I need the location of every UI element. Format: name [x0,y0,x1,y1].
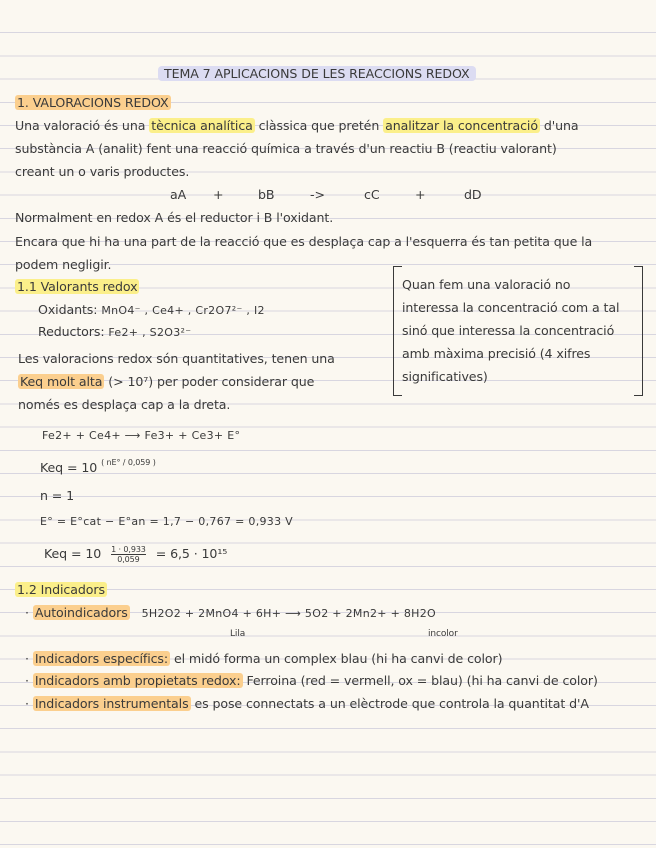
keq-formula: Keq = 10 $^{( nE^\circ / 0,059 )}$ [40,458,156,475]
quantitative-line-3: només es desplaça cap a la dreta. [18,397,231,412]
redox-reaction: Fe2+ + Ce4+ ⟶ Fe3+ + Ce3+ E° [42,429,241,442]
quantitative-line-2: Keq molt alta (> 10⁷) per poder considerar que [20,374,315,389]
note-line-3: sinó que interessa la concentració [402,323,615,338]
bullet-especifics: · Indicadors específics: el midó forma un complex blau (hi ha canvi de color) [25,651,503,666]
section-1-2-heading: 1.2 Indicadors [17,582,105,597]
keq-result: Keq = 10 $\frac{1 \cdot 0,933}{0,059}$ = 6,5 · 10¹⁵ [44,545,228,564]
paragraph-line-3: creant un o varis productes. [15,164,190,179]
note-line-4: amb màxima precisió (4 xifres [402,346,591,361]
bullet-dot: · [25,605,33,620]
e0-formula: E° = E°cat − E°an = 1,7 − 0,767 = 0,933 V [40,515,294,528]
paragraph-line-5: Encara que hi ha una part de la reacció que es desplaça cap a l'esquerra és tan petita que la [15,234,593,249]
n-value: n = 1 [40,488,75,503]
bullet-redox: · Indicadors amb propietats redox: Ferroina (red = vermell, ox = blau) (hi ha canvi de color) [25,673,598,688]
section-1-heading: 1. VALORACIONS REDOX [17,95,169,110]
left-bracket [393,266,402,396]
highlight-analitzar: analitzar la concentració [385,118,538,133]
note-line-2: interessa la concentració com a tal [402,300,620,315]
highlight-tecnica-analitica: tècnica analítica [151,118,253,133]
paragraph-line-1: Una valoració és una tècnica analítica clàssica que pretén analitzar la concentració d'una [15,118,579,133]
right-bracket [634,266,643,396]
reductors-line: Reductors: Fe2+ , S2O3²⁻ [38,324,192,339]
title-text: TEMA 7 APLICACIONS DE LES REACCIONS REDOX [158,66,476,81]
quantitative-line-1: Les valoracions redox són quantitatives, tenen una [18,351,335,366]
paragraph-line-4: Normalment en redox A és el reductor i B l'oxidant. [15,210,334,225]
paragraph-line-6: podem negligir. [15,257,112,272]
page-title [158,66,476,82]
label-lila: Lila [230,629,246,639]
paragraph-line-2: substància A (analit) fent una reacció química a través d'un reactiu B (reactiu valorant) [15,141,557,156]
label-incolor: incolor [428,629,458,639]
note-line-1: Quan fem una valoració no [402,277,571,292]
bullet-instrumentals: · Indicadors instrumentals es pose connectats a un elèctrode que controla la quantitat d'A [25,696,589,711]
oxidants-line: Oxidants: MnO4⁻ , Ce4+ , Cr2O7²⁻ , I2 [38,302,265,317]
section-1-1-heading: 1.1 Valorants redox [17,279,138,294]
note-line-5: significatives) [402,369,488,384]
bullet-autoindicadors: · Autoindicadors 5H2O2 + 2MnO4 + 6H+ ⟶ 5O2 + 2Mn2+ + 8H2O [25,605,437,620]
